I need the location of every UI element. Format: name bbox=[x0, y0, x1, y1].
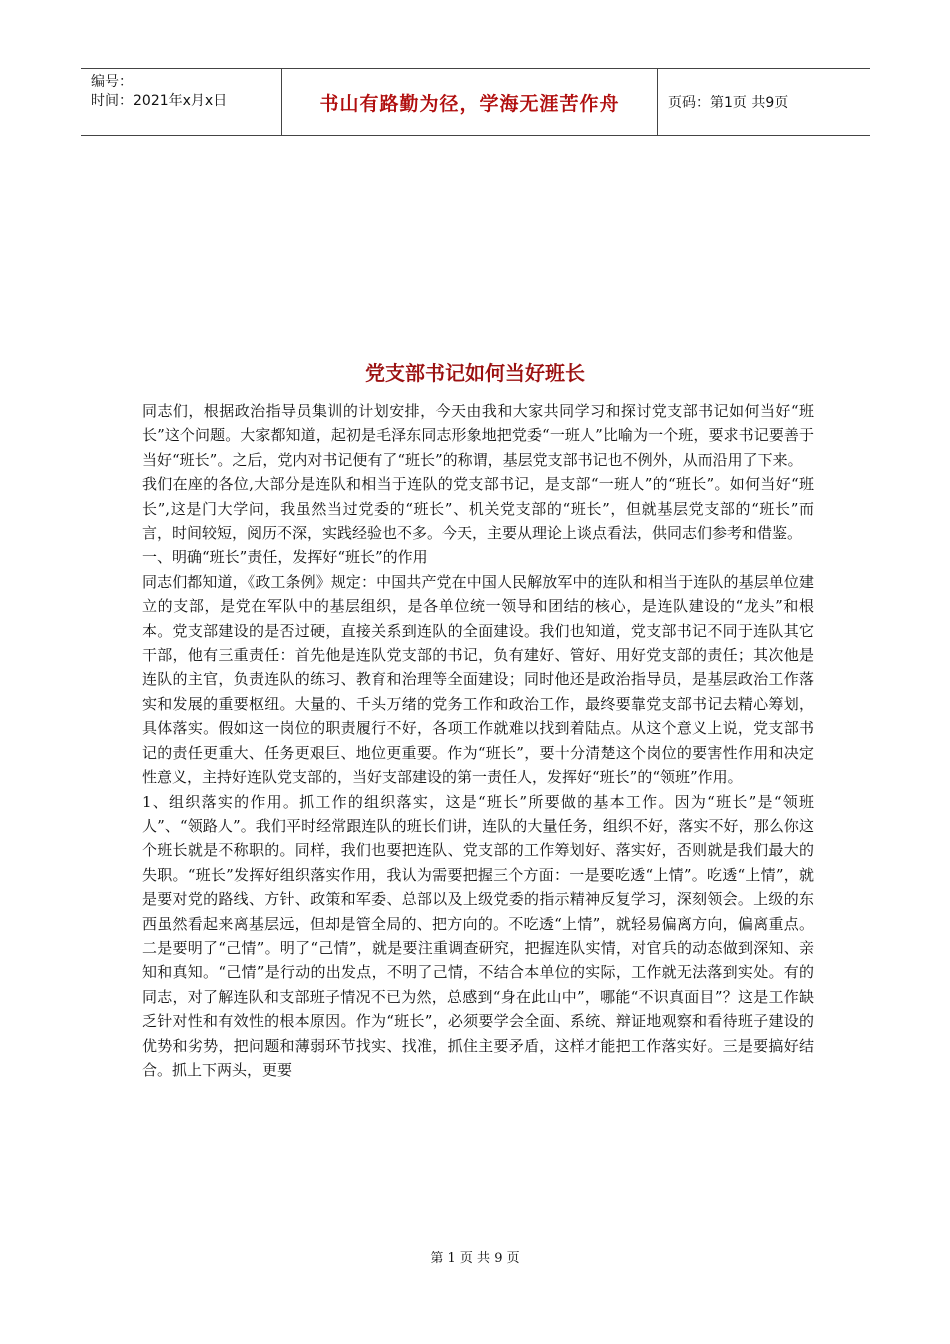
paragraph: 同志们，根据政治指导员集训的计划安排，今天由我和大家共同学习和探讨党支部书记如何当好“班长”这个问题。大家都知道，起初是毛泽东同志形象地把党委“一班人”比喻为一个班，要求书记要善于当好“班长”。之后，党内对书记便有了“班长”的称谓，基层党支部书记也不例外，从而沿用了下来。 bbox=[142, 402, 814, 469]
page-footer: 第 1 页 共 9 页 bbox=[430, 1251, 520, 1266]
paragraph: 我们在座的各位,大部分是连队和相当于连队的党支部书记，是支部“一班人”的“班长”。如何当好“班长”,这是门大学问，我虽然当过党委的“班长”、机关党支部的“班长”，但就基层党支部的“班长”而言，时间较短，阅历不深，实践经验也不多。今天，主要从理论上谈点看法，供同志们参考和借鉴。 bbox=[142, 475, 814, 543]
time-label: 时间：2021年x月x日 bbox=[91, 93, 228, 109]
paragraph: 1、组织落实的作用。抓工作的组织落实，这是“班长”所要做的基本工作。因为“班长”是“领班人”、“领路人”。我们平时经常跟连队的班长们讲，连队的大量任务，组织不好，落实不好，那么你这个班长就是不称职的。同样，我们也要把连队、党支部的工作筹划好、落实好，否则就是我们最大的失职。“班长”发挥好组织落实作用，我认为需要把握三个方面：一是要吃透“上情”。吃透“上情”，就是要对党的路线、方针、政策和军委、总部以及上级党委的指示精神反复学习，深刻领会。上级的东西虽然看起来离基层远，但却是管全局的、把方向的。不吃透“上情”，就轻易偏离方向，偏离重点。二是要明了“己情”。明了“己情”，就是要注重调查研究，把握连队实情，对官兵的动态做到深知、亲知和真知。“己情”是行动的出发点，不明了己情，不结合本单位的实际，工作就无法落到实处。有的同志，对了解连队和支部班子情况不已为然，总感到“身在此山中”，哪能“不识真面目”？这是工作缺乏针对性和有效性的根本原因。作为“班长”，必须要学会全面、系统、辩证地观察和看待班子建设的优势和劣势，把问题和薄弱环节找实、找准，抓住主要矛盾，这样才能把工作落实好。三是要搞好结合。抓上下两头，更要 bbox=[142, 792, 814, 1079]
section-heading: 一、明确“班长”责任，发挥好“班长”的作用 bbox=[142, 548, 428, 567]
header-motto: 书山有路勤为径，学海无涯苦作舟 bbox=[282, 69, 658, 135]
document-title: 党支部书记如何当好班长 bbox=[365, 361, 585, 385]
paragraph: 同志们都知道，《政工条例》规定：中国共产党在中国人民解放军中的连队和相当于连队的基层单位建立的支部，是党在军队中的基层组织，是各单位统一领导和团结的核心，是连队建设的“龙头”和根本。党支部建设的是否过硬，直接关系到连队的全面建设。我们也知道，党支部书记不同于连队其它干部，他有三重责任：首先他是连队党支部的书记，负有建好、管好、用好党支部的责任；其次他是连队的主官，负责连队的练习、教育和治理等全面建设；同时他还是政治指导员，是基层政治工作落实和发展的重要枢纽。大量的、千头万绪的党务工作和政治工作，最终要靠党支部书记去精心筹划，具体落实。假如这一岗位的职责履行不好，各项工作就难以找到着陆点。从这个意义上说，党支部书记的责任更重大、任务更艰巨、地位更重要。作为“班长”，要十分清楚这个岗位的要害性作用和决定性意义，主持好连队党支部的，当好支部建设的第一责任人，发挥好“班长”的“领班”作用。 bbox=[142, 572, 814, 787]
serial-label: 编号： bbox=[91, 74, 133, 90]
document-body bbox=[142, 399, 814, 1082]
header-meta bbox=[81, 69, 282, 135]
page-header bbox=[81, 68, 870, 136]
header-page-info: 页码：第1页 共9页 bbox=[668, 95, 789, 111]
